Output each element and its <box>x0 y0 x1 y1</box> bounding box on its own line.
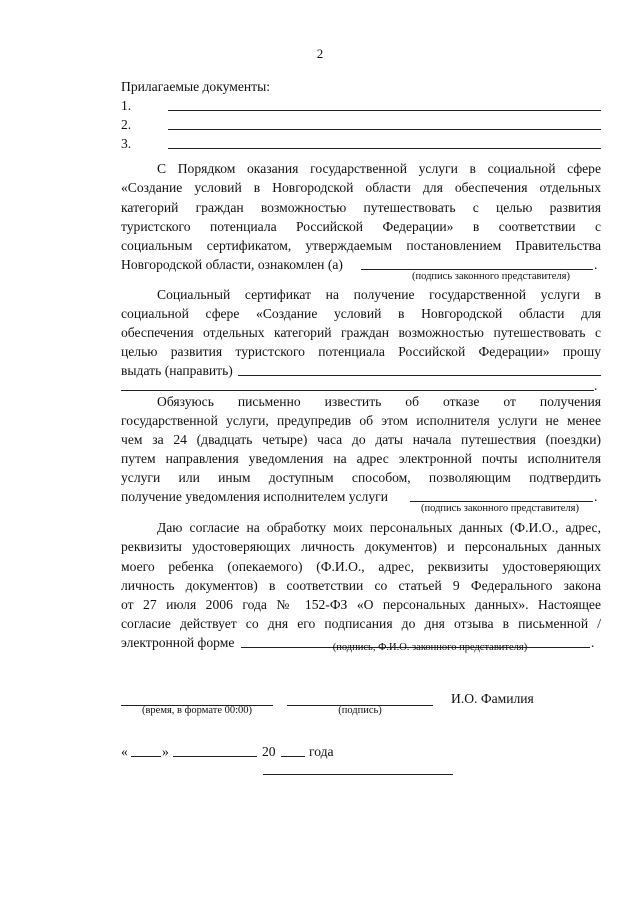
rep-signature-line-2[interactable] <box>410 501 593 502</box>
attachment-item-1: 1. <box>121 98 132 113</box>
p2-line: Социальный сертификат на получение государственной услуги в <box>157 287 601 302</box>
caption-signature: (подпись) <box>338 705 382 716</box>
caption-rep-signature: (подпись законного представителя) <box>412 271 570 282</box>
issue-to-line-1[interactable] <box>238 375 601 376</box>
rep-signature-line[interactable] <box>361 269 593 270</box>
p2-line: обеспечения отдельных категорий граждан возможностью путешествовать с <box>121 325 601 340</box>
date-open-quote: « <box>121 744 128 759</box>
p1-line: «Создание условий в Новгородской области для обеспечения отдельных <box>121 180 601 195</box>
attachment-line-2[interactable] <box>168 129 601 130</box>
p1-line: С Порядком оказания государственной услуги в социальной сфере <box>157 161 601 176</box>
p4-line: моего ребенка (опекаемого) (Ф.И.О., адрес, реквизиты удостоверяющих <box>121 559 601 574</box>
p2-line: социальной сфере «Создание условий в Новгородской области для <box>121 306 601 321</box>
p4-line: реквизиты удостоверяющих личность документов) и персональных данных <box>121 539 601 554</box>
p3-line: чем за 24 (двадцать четыре) часа до даты начала путешествия (поездки) <box>121 432 601 447</box>
page-number: 2 <box>316 46 324 61</box>
attachment-item-3: 3. <box>121 136 132 151</box>
year-line[interactable] <box>281 756 305 757</box>
p3-line: путем направления уведомления на адрес электронной почты исполнителя <box>121 451 601 466</box>
attachment-item-2: 2. <box>121 117 132 132</box>
p1-line: туристского потенциала Российской Федерации» в соответствии с <box>121 219 601 234</box>
p1-line-last: Новгородской области, ознакомлен (а) <box>121 257 343 272</box>
p1-line: социальным сертификатом, утверждаемым постановлением Правительства <box>121 238 601 253</box>
year-suffix: года <box>309 744 334 759</box>
attachment-line-1[interactable] <box>168 110 601 111</box>
p4-line: личность документов) в соответствии со статьей 9 Федерального закона <box>121 578 601 593</box>
bottom-line[interactable] <box>263 774 453 775</box>
p2-end: . <box>594 378 598 393</box>
issue-to-line-2[interactable] <box>121 390 594 391</box>
p4-line: от 27 июля 2006 года № 152-ФЗ «О персональных данных». Настоящее <box>121 597 601 612</box>
p4-line-last: электронной форме <box>121 635 235 650</box>
caption-signature-fio: (подпись, Ф.И.О. законного представителя) <box>332 642 528 653</box>
p2-line: целью развития туристского потенциала Российской Федерации» прошу <box>121 344 601 359</box>
p3-line: услуги или иным доступным способом, позволяющим подтвердить <box>121 470 601 485</box>
p4-line: согласие действует со дня его подписания до дня отзыва в письменной / <box>121 616 601 631</box>
p3-end: . <box>594 489 598 504</box>
date-close-quote: » <box>162 744 169 759</box>
p3-line-last: получение уведомления исполнителем услуги <box>121 489 388 504</box>
p1-end: . <box>594 257 598 272</box>
month-line[interactable] <box>173 756 257 757</box>
caption-rep-signature-2: (подпись законного представителя) <box>421 503 579 514</box>
day-line[interactable] <box>131 756 161 757</box>
p3-line: государственной услуги, предупредив об этом исполнителя услуги не менее <box>121 413 601 428</box>
year-prefix: 20 <box>262 744 276 759</box>
p4-end: . <box>591 635 595 650</box>
p1-line: категорий граждан возможностью путешествовать с целью развития <box>121 200 601 215</box>
attachments-title: Прилагаемые документы: <box>121 79 271 94</box>
attachment-line-3[interactable] <box>168 148 601 149</box>
p3-line: Обязуюсь письменно известить об отказе от получения <box>157 394 601 409</box>
p2-line-last: выдать (направить) <box>121 363 233 378</box>
full-name: И.О. Фамилия <box>451 691 534 706</box>
caption-time: (время, в формате 00:00) <box>141 705 253 716</box>
p4-line: Даю согласие на обработку моих персональных данных (Ф.И.О., адрес, <box>157 520 601 535</box>
